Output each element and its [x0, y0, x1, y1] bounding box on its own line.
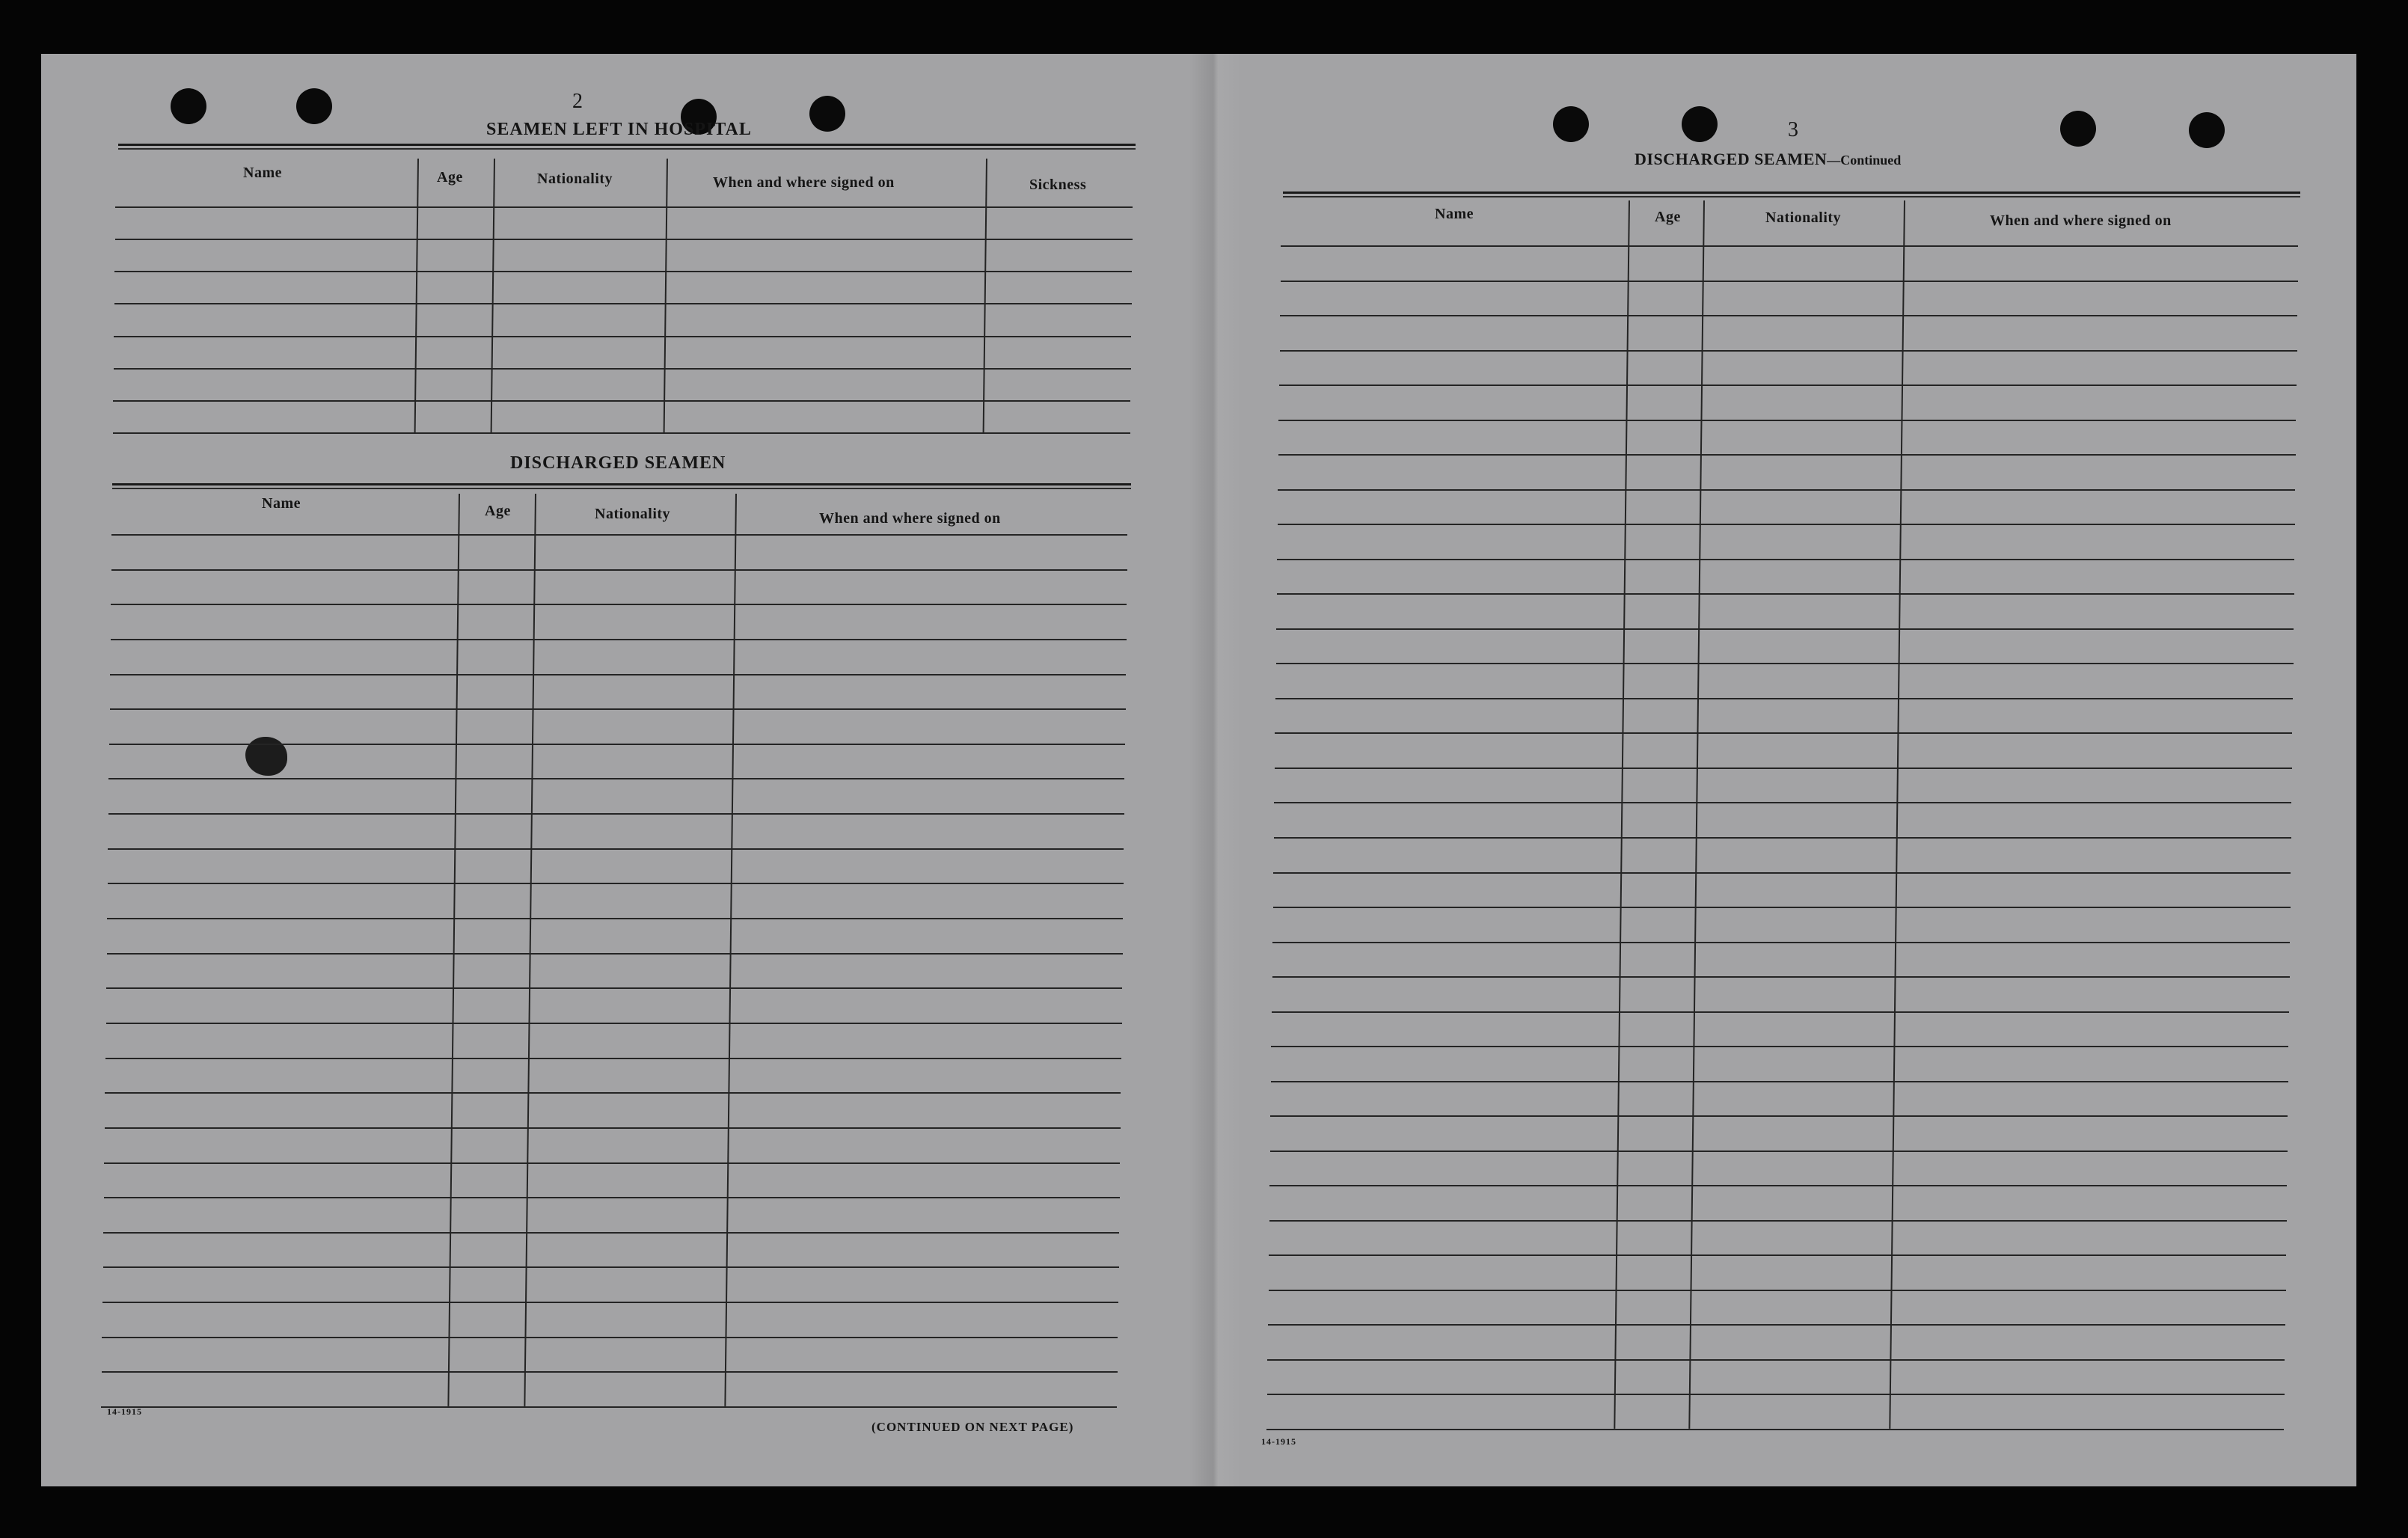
ruled-line — [1272, 976, 2290, 978]
continued-title-main: DISCHARGED SEAMEN — [1635, 150, 1828, 168]
ruled-line — [108, 883, 1124, 884]
ruled-line — [105, 1092, 1121, 1094]
hospital-col-name: Name — [243, 165, 282, 181]
form-number-left: 14-1915 — [107, 1406, 142, 1417]
ruled-line — [107, 953, 1123, 955]
ruled-line — [1278, 524, 2295, 525]
ruled-line — [110, 674, 1126, 675]
ruled-line — [1267, 1394, 2285, 1395]
page-gutter — [1189, 54, 1242, 1486]
ruled-line — [1269, 1185, 2287, 1186]
punch-hole — [296, 88, 332, 124]
ruled-line — [1269, 1220, 2287, 1222]
discharged-col-age: Age — [485, 503, 511, 519]
ruled-line — [111, 604, 1127, 605]
ruled-line — [102, 1302, 1118, 1303]
page-number-right: 3 — [1788, 118, 1798, 141]
continued-top-rule — [1283, 192, 2300, 197]
ruled-line — [103, 1232, 1119, 1234]
ruled-line — [110, 708, 1126, 710]
ruled-line — [1270, 1151, 2288, 1152]
ruled-line — [1273, 907, 2291, 908]
continued-col-signed-on: When and where signed on — [1990, 212, 2172, 229]
ruled-line — [1266, 1429, 2284, 1430]
ruled-line — [111, 639, 1127, 640]
ruled-line — [1267, 1359, 2285, 1361]
hospital-col-nationality: Nationality — [537, 171, 613, 187]
ruled-line — [114, 368, 1131, 370]
ruled-line — [114, 271, 1132, 272]
hospital-top-rule — [118, 144, 1136, 150]
continued-section-title — [1635, 150, 1901, 169]
continued-col-nationality: Nationality — [1765, 209, 1842, 226]
continued-note: (CONTINUED ON NEXT PAGE) — [871, 1420, 1074, 1434]
ruled-line — [1269, 1254, 2286, 1256]
ruled-line — [113, 400, 1130, 402]
ruled-line — [106, 1023, 1122, 1024]
discharged-top-rule — [112, 483, 1131, 489]
ruled-line — [1277, 593, 2294, 595]
ruled-line — [1274, 802, 2291, 803]
ruled-line — [1281, 245, 2298, 247]
discharged-col-name: Name — [262, 495, 301, 512]
ruled-line — [1268, 1324, 2285, 1326]
hospital-col-sickness: Sickness — [1029, 177, 1087, 193]
ruled-line — [1273, 872, 2291, 874]
ruled-line — [1275, 768, 2292, 769]
ruled-line — [114, 336, 1131, 337]
ruled-line — [102, 1337, 1118, 1338]
ruled-line — [103, 1266, 1119, 1268]
ruled-line — [105, 1127, 1121, 1129]
discharged-section-title: DISCHARGED SEAMEN — [510, 453, 726, 473]
ruled-line — [111, 569, 1127, 571]
continued-title-suffix: —Continued — [1827, 153, 1902, 168]
ruled-line — [1271, 1081, 2288, 1082]
ruled-line — [1280, 350, 2297, 352]
ruled-line — [115, 206, 1133, 208]
hospital-section-title: SEAMEN LEFT IN HOSPITAL — [486, 120, 752, 139]
ruled-line — [1275, 732, 2292, 734]
page-number-left: 2 — [572, 90, 583, 113]
ruled-line — [115, 239, 1133, 240]
discharged-col-signed-on: When and where signed on — [819, 510, 1001, 527]
continued-col-name: Name — [1435, 206, 1474, 222]
punch-hole — [2060, 111, 2096, 147]
ruled-line — [1278, 454, 2296, 456]
continued-col-age: Age — [1655, 209, 1681, 225]
ruled-line — [106, 987, 1122, 989]
ruled-line — [1276, 628, 2294, 630]
ink-blot — [245, 737, 287, 776]
ruled-line — [1280, 315, 2297, 316]
ruled-line — [1269, 1290, 2286, 1291]
ruled-line — [1281, 281, 2298, 282]
ruled-line — [1278, 489, 2295, 491]
ruled-line — [1271, 1046, 2288, 1047]
punch-hole — [1553, 106, 1589, 142]
ruled-line — [1277, 559, 2294, 560]
ruled-line — [108, 848, 1124, 850]
ruled-line — [1276, 663, 2294, 664]
punch-hole — [1682, 106, 1718, 142]
ruled-line — [1274, 837, 2291, 839]
ruled-line — [108, 778, 1124, 779]
ruled-line — [108, 813, 1124, 815]
ruled-line — [111, 534, 1127, 536]
ruled-line — [1272, 942, 2290, 943]
ruled-line — [1270, 1115, 2288, 1117]
ruled-line — [107, 918, 1123, 919]
ruled-line — [102, 1371, 1118, 1373]
discharged-col-nationality: Nationality — [595, 506, 671, 522]
ruled-line — [109, 744, 1125, 745]
punch-hole — [809, 96, 845, 132]
ruled-line — [1279, 384, 2297, 386]
hospital-col-age: Age — [437, 169, 463, 186]
ruled-line — [1278, 420, 2296, 421]
ruled-line — [105, 1058, 1121, 1059]
ruled-line — [114, 303, 1132, 304]
punch-hole — [2189, 112, 2225, 148]
ruled-line — [113, 432, 1130, 434]
ruled-line — [1275, 698, 2293, 699]
ruled-line — [104, 1162, 1120, 1164]
punch-hole — [171, 88, 206, 124]
hospital-col-signed-on: When and where signed on — [713, 174, 895, 191]
ruled-line — [101, 1406, 1117, 1408]
ruled-line — [104, 1197, 1120, 1198]
ruled-line — [1272, 1011, 2289, 1013]
form-number-right: 14-1915 — [1261, 1436, 1296, 1447]
